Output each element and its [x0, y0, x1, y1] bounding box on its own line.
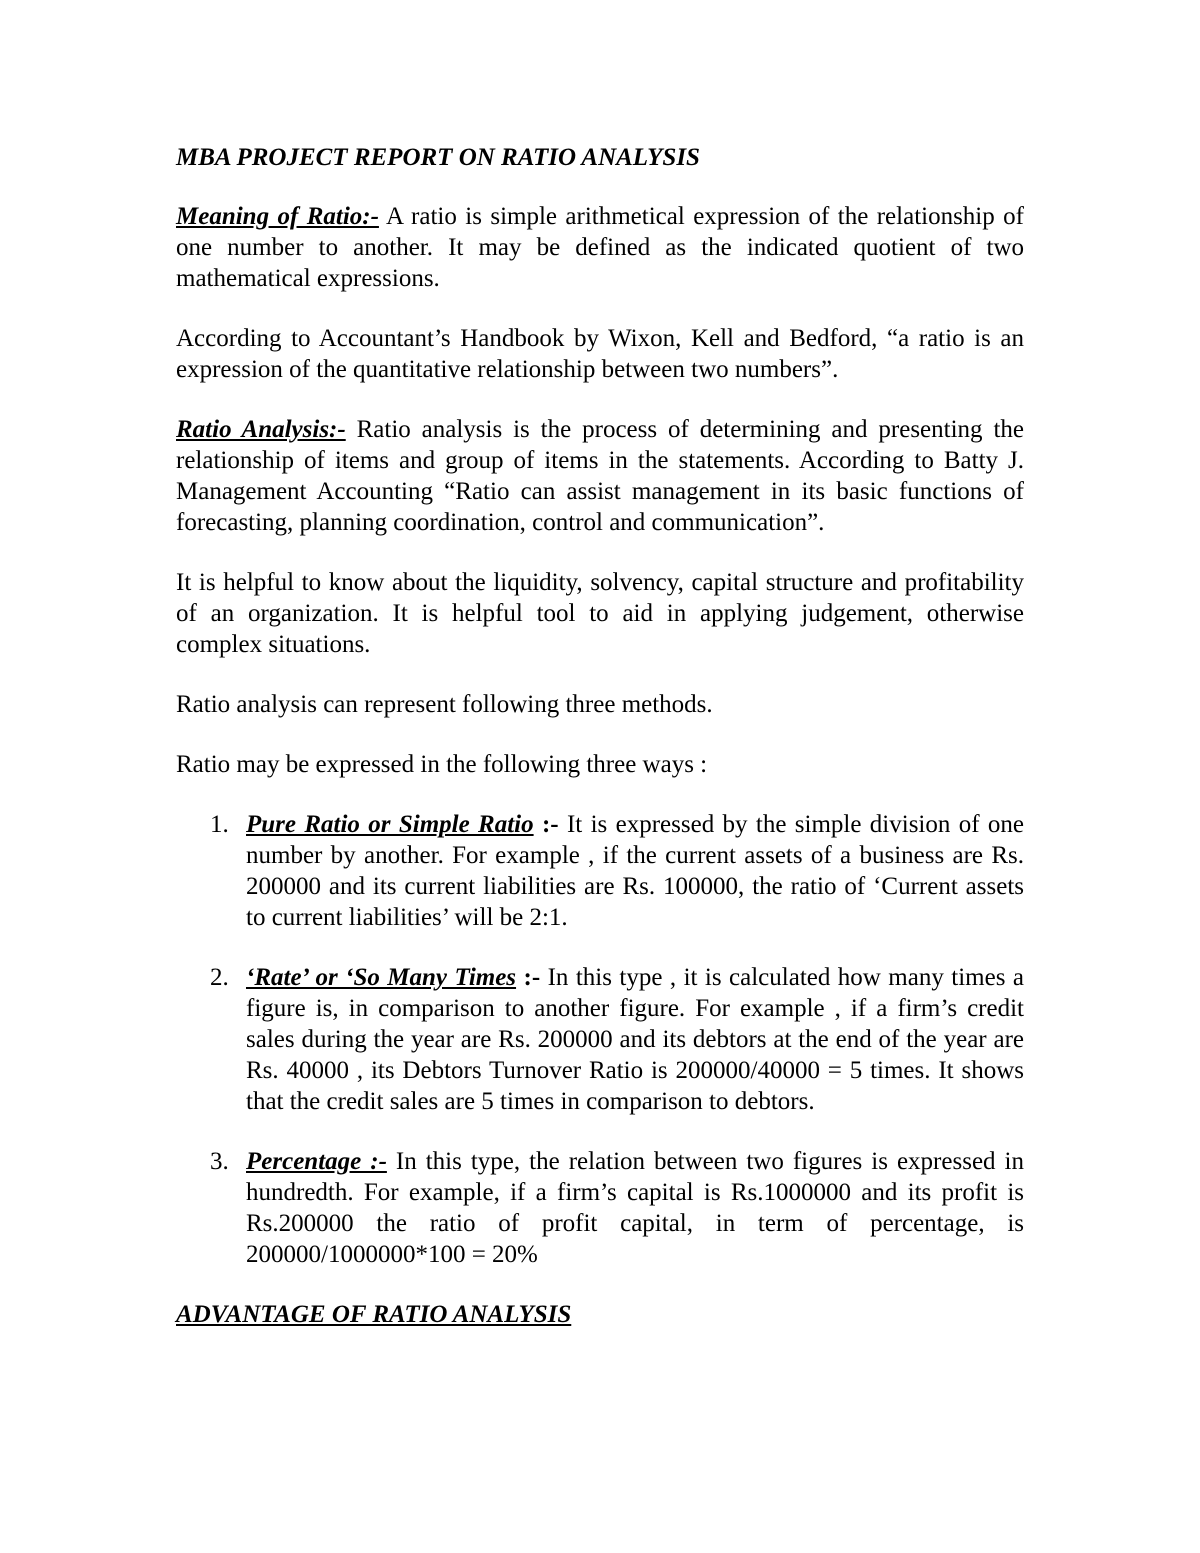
list-item-term: Pure Ratio or Simple Ratio — [246, 811, 534, 838]
list-item-text: It is expressed by the simple division of one number by another. For example , if the current assets of a business are Rs. 200000 and its current liabilities are Rs. 100000, the ratio of ‘Current assets to current liabilities’ will be 2:1. — [246, 811, 1024, 931]
list-item-number: 3. — [210, 1148, 229, 1175]
document-title: MBA PROJECT REPORT ON RATIO ANALYSIS — [176, 144, 700, 171]
ratio-analysis-text: Ratio analysis is the process of determining and presenting the relationship of items and group of items in the statements. According to Batty J. Management Accounting “Ratio can assist management in its basic functions of forecasting, planning coordination, control and communication”. — [176, 416, 1024, 536]
list-item-number: 2. — [210, 964, 229, 991]
handbook-paragraph: According to Accountant’s Handbook by Wixon, Kell and Bedford, “a ratio is an expression of the quantitative relationship between two numbers”. — [176, 325, 1024, 383]
list-item — [176, 1146, 1024, 1270]
list-item-separator: :- — [516, 964, 541, 991]
meaning-text: A ratio is simple arithmetical expression of the relationship of one number to another. It may be defined as the indicated quotient of two mathematical expressions. — [176, 203, 1024, 292]
list-item-separator: :- — [533, 811, 559, 838]
advantage-heading: ADVANTAGE OF RATIO ANALYSIS — [176, 1301, 572, 1328]
ways-list — [176, 809, 1024, 1270]
helpful-paragraph: It is helpful to know about the liquidity, solvency, capital structure and profitability of an organization. It is helpful tool to aid in applying judgement, otherwise complex situations. — [176, 569, 1024, 658]
list-item-text: In this type , it is calculated how many times a figure is, in comparison to another figure. For example , if a firm’s credit sales during the year are Rs. 200000 and its debtors at the end of the year are Rs. 40000 , its Debtors Turnover Ratio is 200000/40000 = 5 times. It shows that the credit sales are 5 times in comparison to debtors. — [246, 964, 1024, 1115]
document-body — [176, 142, 1024, 1330]
list-item-term: Percentage :- — [246, 1148, 387, 1175]
ways-intro: Ratio may be expressed in the following three ways : — [176, 751, 708, 778]
list-item-term: ‘Rate’ or ‘So Many Times — [246, 964, 517, 991]
meaning-paragraph — [176, 201, 1024, 294]
ratio-analysis-term: Ratio Analysis:- — [176, 416, 346, 443]
list-item-number: 1. — [210, 811, 229, 838]
list-item — [176, 809, 1024, 933]
list-item — [176, 962, 1024, 1117]
methods-intro: Ratio analysis can represent following three methods. — [176, 691, 713, 718]
list-item-text: In this type, the relation between two figures is expressed in hundredth. For example, if a firm’s capital is Rs.1000000 and its profit is Rs.200000 the ratio of profit capital, in term of percentage, is 200000/1000000*100 = 20% — [246, 1148, 1024, 1268]
meaning-term: Meaning of Ratio:- — [176, 203, 379, 230]
ratio-analysis-paragraph — [176, 414, 1024, 538]
